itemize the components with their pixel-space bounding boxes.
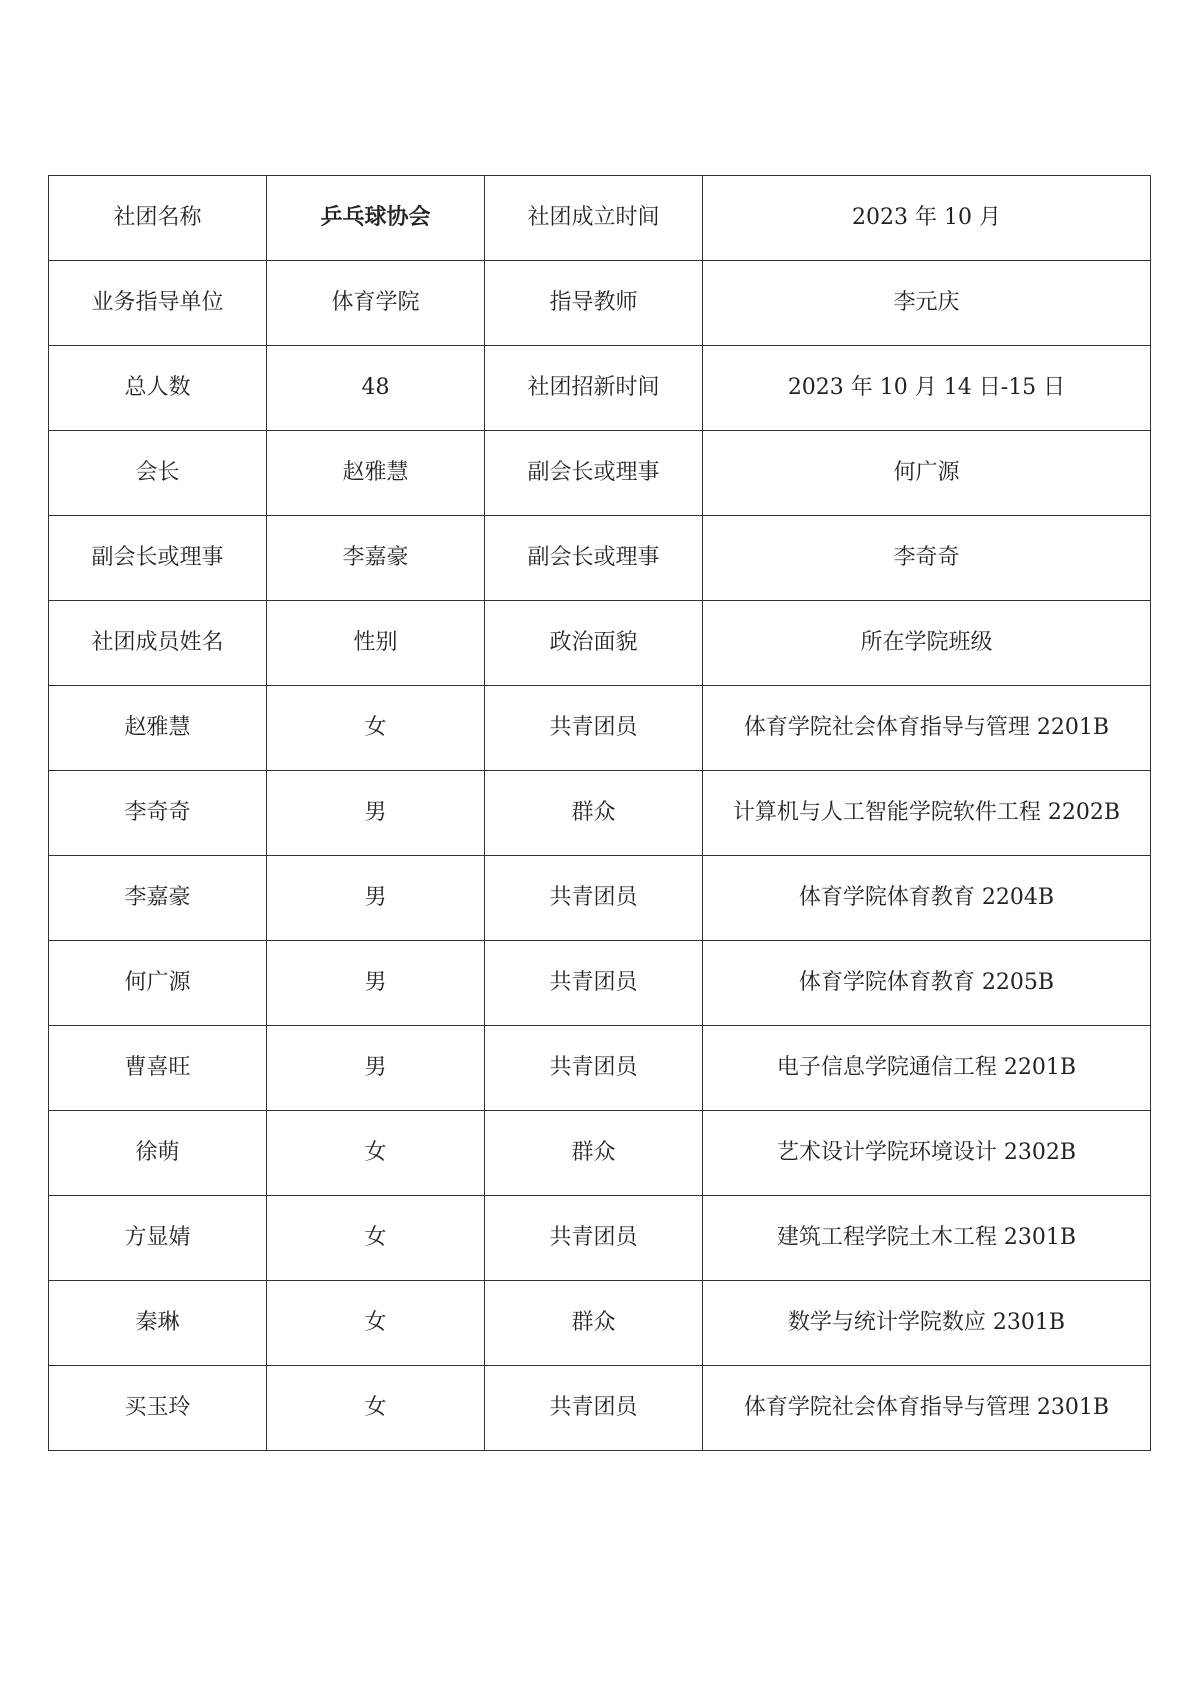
value-supervising-unit: 体育学院 [267,261,485,346]
table-row [49,1026,1151,1111]
table-row [49,686,1151,771]
member-name: 赵雅慧 [49,686,267,771]
label-vice-president-3: 副会长或理事 [485,516,703,601]
member-name: 方显婧 [49,1196,267,1281]
member-gender: 女 [267,1281,485,1366]
table-row-president [49,431,1151,516]
value-vice-president-3: 李奇奇 [703,516,1151,601]
value-vice-president-1: 何广源 [703,431,1151,516]
member-college-class: 体育学院社会体育指导与管理 2201B [703,686,1151,771]
member-college-class: 体育学院体育教育 2205B [703,941,1151,1026]
value-club-name: 乒乓球协会 [267,176,485,261]
label-founded-date: 社团成立时间 [485,176,703,261]
member-political-status: 共青团员 [485,856,703,941]
member-gender: 男 [267,771,485,856]
label-president: 会长 [49,431,267,516]
table-row-vice-presidents [49,516,1151,601]
member-political-status: 共青团员 [485,1196,703,1281]
member-political-status: 共青团员 [485,686,703,771]
member-college-class: 体育学院社会体育指导与管理 2301B [703,1366,1151,1451]
member-political-status: 共青团员 [485,1026,703,1111]
header-member-name: 社团成员姓名 [49,601,267,686]
table-row [49,771,1151,856]
member-college-class: 建筑工程学院土木工程 2301B [703,1196,1151,1281]
label-vice-president-1: 副会长或理事 [485,431,703,516]
value-recruitment-date: 2023 年 10 月 14 日-15 日 [703,346,1151,431]
table-row [49,1366,1151,1451]
value-president: 赵雅慧 [267,431,485,516]
member-gender: 女 [267,1196,485,1281]
member-gender: 男 [267,941,485,1026]
label-supervising-unit: 业务指导单位 [49,261,267,346]
member-name: 曹喜旺 [49,1026,267,1111]
table-row [49,856,1151,941]
member-political-status: 群众 [485,1281,703,1366]
member-political-status: 群众 [485,771,703,856]
label-club-name: 社团名称 [49,176,267,261]
member-name: 李嘉豪 [49,856,267,941]
table-row [49,941,1151,1026]
table-row [49,1196,1151,1281]
member-college-class: 数学与统计学院数应 2301B [703,1281,1151,1366]
value-founded-date: 2023 年 10 月 [703,176,1151,261]
label-recruitment-date: 社团招新时间 [485,346,703,431]
member-name: 秦琳 [49,1281,267,1366]
table-row [49,1281,1151,1366]
member-name: 徐萌 [49,1111,267,1196]
member-college-class: 艺术设计学院环境设计 2302B [703,1111,1151,1196]
value-total-members: 48 [267,346,485,431]
member-name: 李奇奇 [49,771,267,856]
member-college-class: 体育学院体育教育 2204B [703,856,1151,941]
member-gender: 女 [267,1111,485,1196]
member-political-status: 群众 [485,1111,703,1196]
header-political-status: 政治面貌 [485,601,703,686]
member-gender: 男 [267,1026,485,1111]
member-header-row [49,601,1151,686]
header-college-class: 所在学院班级 [703,601,1151,686]
member-college-class: 计算机与人工智能学院软件工程 2202B [703,771,1151,856]
table-row-supervisor [49,261,1151,346]
label-vice-president-2: 副会长或理事 [49,516,267,601]
member-gender: 女 [267,686,485,771]
member-name: 买玉玲 [49,1366,267,1451]
table-row [49,1111,1151,1196]
label-total-members: 总人数 [49,346,267,431]
value-vice-president-2: 李嘉豪 [267,516,485,601]
member-political-status: 共青团员 [485,941,703,1026]
member-gender: 女 [267,1366,485,1451]
club-registration-sheet [48,175,1150,1451]
club-info-table [48,175,1151,1451]
member-college-class: 电子信息学院通信工程 2201B [703,1026,1151,1111]
member-name: 何广源 [49,941,267,1026]
header-gender: 性别 [267,601,485,686]
label-advisor: 指导教师 [485,261,703,346]
member-political-status: 共青团员 [485,1366,703,1451]
member-gender: 男 [267,856,485,941]
value-advisor: 李元庆 [703,261,1151,346]
table-row-club-name [49,176,1151,261]
table-row-headcount [49,346,1151,431]
